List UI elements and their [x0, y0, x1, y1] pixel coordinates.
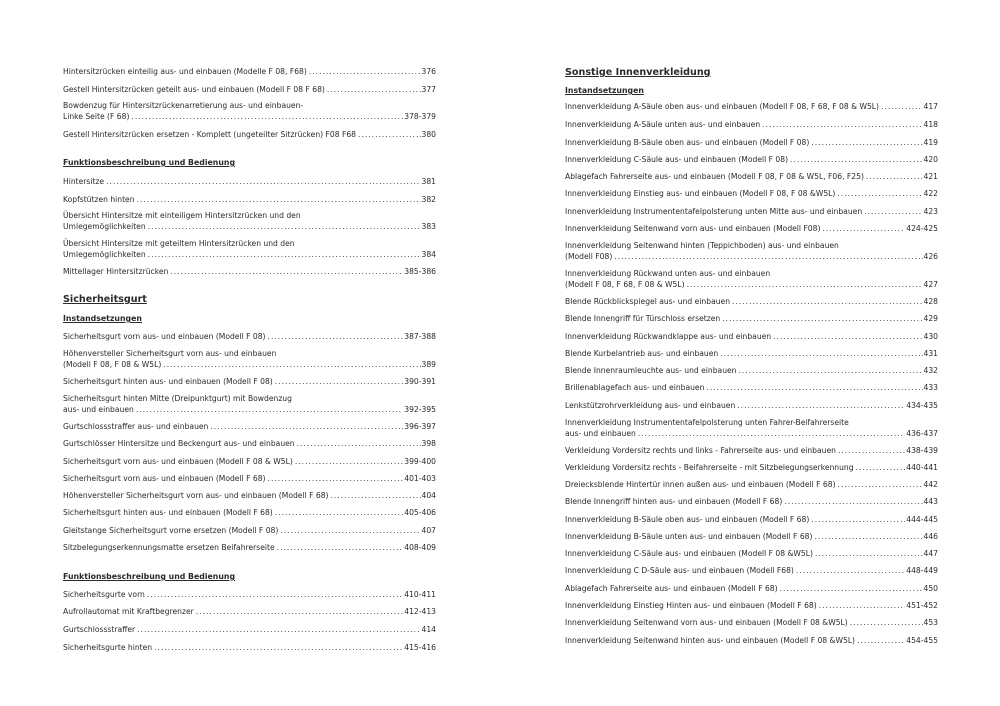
toc-entry-title: (Modell F 08, F 68, F 08 & W5L): [565, 280, 685, 289]
toc-entry-title: Gurtschlossstraffer aus- und einbauen: [63, 422, 209, 431]
toc-page-number: 408-409: [404, 543, 436, 552]
toc-leader-dots: [295, 456, 403, 467]
subsection-heading: Funktionsbeschreibung und Bedienung: [63, 572, 236, 581]
toc-entry[interactable]: [565, 154, 938, 165]
toc-page-number: 450: [923, 584, 938, 593]
toc-entry-title: Aufrollautomat mit Kraftbegrenzer: [63, 607, 194, 616]
section-heading: Sonstige Innenverkleidung: [565, 67, 711, 78]
toc-entry-title: Sicherheitsgurt hinten aus- und einbauen (Modell F 68): [63, 508, 273, 517]
toc-entry-title: Ablagefach Fahrerseite aus- und einbauen (Modell F 08, F 08 & W5L, F06, F25): [565, 172, 864, 181]
toc-leader-dots: [706, 382, 922, 393]
toc-entry-title: Innenverkleidung Einstieg aus- und einbauen (Modell F 08, F 08 &W5L): [565, 189, 836, 198]
toc-entry[interactable]: [565, 496, 938, 507]
toc-entry[interactable]: [63, 266, 436, 277]
toc-entry-title: Blende Rückblickspiegel aus- und einbauen: [565, 297, 731, 306]
toc-entry-title: (Modell F08): [565, 252, 613, 261]
toc-page-number: 381: [421, 177, 436, 186]
toc-entry[interactable]: [565, 400, 938, 411]
toc-page-number: 385-386: [404, 267, 436, 276]
toc-page-number: 453: [923, 618, 938, 627]
toc-entry-title: Lenkstützrohrverkleidung aus- und einbauen: [565, 401, 736, 410]
toc-entry-title: Innenverkleidung Einstieg Hinten aus- und einbauen (Modell F 68): [565, 601, 817, 610]
toc-leader-dots: [275, 376, 403, 387]
toc-entry-title: Innenverkleidung Seitenwand vorn aus- und einbauen (Modell F08): [565, 224, 821, 233]
toc-page-number: 430: [923, 332, 938, 341]
toc-entry-title: Innenverkleidung C-Säule aus- und einbauen (Modell F 08): [565, 155, 789, 164]
toc-page-number: 415-416: [404, 643, 436, 652]
toc-page-number: 405-406: [404, 508, 436, 517]
toc-page-number: 432: [923, 366, 938, 375]
toc-entry-title: Innenverkleidung B-Säule unten aus- und einbauen (Modell F 68): [565, 532, 813, 541]
toc-entry-title: Ablagefach Fahrerseite aus- und einbauen (Modell F 68): [565, 584, 778, 593]
toc-leader-dots: [358, 129, 420, 140]
toc-leader-dots: [881, 101, 923, 112]
toc-leader-dots: [131, 111, 403, 122]
toc-entry[interactable]: [565, 600, 938, 611]
toc-entry[interactable]: [565, 171, 938, 182]
toc-entry-title-line: Innenverkleidung Rückwand unten aus- und einbauen: [565, 269, 771, 278]
toc-leader-dots: [811, 514, 905, 525]
toc-leader-dots: [773, 331, 922, 342]
toc-leader-dots: [275, 507, 403, 518]
toc-page-number: 446: [923, 532, 938, 541]
toc-entry-title: Sitzbelegungserkennungsmatte ersetzen Beifahrerseite: [63, 543, 275, 552]
toc-page-number: 378-379: [404, 112, 436, 121]
toc-entry[interactable]: [63, 238, 436, 260]
toc-page-number: 414: [421, 625, 436, 634]
toc-entry[interactable]: [63, 176, 436, 187]
toc-leader-dots: [136, 404, 403, 415]
toc-page-number: 443: [923, 497, 938, 506]
toc-entry[interactable]: [565, 188, 938, 199]
toc-page-number: 442: [923, 480, 938, 489]
toc-leader-dots: [850, 617, 923, 628]
toc-entry[interactable]: [565, 137, 938, 148]
toc-leader-dots: [819, 600, 906, 611]
toc-entry[interactable]: [63, 624, 436, 635]
toc-entry-title: Gurtschlossstraffer: [63, 625, 136, 634]
toc-entry-title: Sicherheitsgurt vorn aus- und einbauen (Modell F 08): [63, 332, 266, 341]
toc-leader-dots: [822, 223, 905, 234]
toc-page-number: 410-411: [404, 590, 436, 599]
toc-entry[interactable]: [63, 456, 436, 467]
toc-page-number: 418: [923, 120, 938, 129]
toc-leader-dots: [280, 525, 420, 536]
toc-entry[interactable]: [565, 479, 938, 490]
toc-leader-dots: [856, 462, 906, 473]
toc-leader-dots: [780, 583, 923, 594]
toc-entry[interactable]: [565, 583, 938, 594]
toc-leader-dots: [309, 66, 421, 77]
toc-entry[interactable]: [63, 525, 436, 536]
toc-entry-title: (Modell F 08, F 08 & W5L): [63, 360, 162, 369]
toc-entry-title: Sicherheitsgurte hinten: [63, 643, 153, 652]
subsection-heading: Instandsetzungen: [63, 314, 142, 323]
toc-entry-title: Höhenversteller Sicherheitsgurt vorn aus- und einbauen (Modell F 68): [63, 491, 329, 500]
toc-entry-title: Umlegemöglichkeiten: [63, 222, 146, 231]
toc-entry-title-line: Innenverkleidung Instrumententafelpolsterung unten Fahrer-Beifahrerseite: [565, 418, 849, 427]
toc-leader-dots: [814, 531, 922, 542]
toc-entry[interactable]: [565, 531, 938, 542]
toc-entry-title: Gestell Hintersitzrücken geteilt aus- und einbauen (Modell F 08 F 68): [63, 85, 325, 94]
toc-leader-dots: [638, 428, 905, 439]
toc-entry-title: Umlegemöglichkeiten: [63, 250, 146, 259]
toc-page-number: 417: [923, 102, 938, 111]
toc-entry[interactable]: [63, 589, 436, 600]
toc-entry-title-line: Bowdenzug für Hintersitzrückenarretierung aus- und einbauen-: [63, 101, 304, 110]
toc-entry-title: Sicherheitsgurt hinten aus- und einbauen (Modell F 08): [63, 377, 273, 386]
toc-entry[interactable]: [565, 119, 938, 130]
toc-entry-title: Gurtschlösser Hintersitze und Beckengurt aus- und einbauen: [63, 439, 295, 448]
toc-leader-dots: [137, 624, 420, 635]
toc-entry-title: Sicherheitsgurt vorn aus- und einbauen (Modell F 08 & W5L): [63, 457, 293, 466]
toc-entry-title: Hintersitzrücken einteilig aus- und einbauen (Modelle F 08, F68): [63, 67, 307, 76]
toc-entry[interactable]: [565, 365, 938, 376]
toc-entry[interactable]: [63, 473, 436, 484]
toc-entry-title: Linke Seite (F 68): [63, 112, 130, 121]
toc-entry[interactable]: [63, 210, 436, 232]
toc-page-number: 427: [923, 280, 938, 289]
subsection-heading: Funktionsbeschreibung und Bedienung: [63, 158, 236, 167]
toc-entry-title: Innenverkleidung B-Säule oben aus- und einbauen (Modell F 08): [565, 138, 810, 147]
toc-page-number: 448-449: [906, 566, 938, 575]
toc-page-number: 434-435: [906, 401, 938, 410]
toc-entry[interactable]: [63, 194, 436, 205]
toc-page-number: 451-452: [906, 601, 938, 610]
toc-page-number: 389: [421, 360, 436, 369]
toc-entry[interactable]: [565, 617, 938, 628]
toc-leader-dots: [327, 84, 421, 95]
toc-leader-dots: [837, 188, 922, 199]
toc-entry[interactable]: [565, 206, 938, 217]
toc-entry[interactable]: [565, 223, 938, 234]
toc-entry[interactable]: [63, 100, 436, 122]
toc-leader-dots: [268, 331, 404, 342]
toc-leader-dots: [838, 445, 905, 456]
toc-leader-dots: [762, 119, 922, 130]
toc-entry-title: Blende Innengriff für Türschloss ersetzen: [565, 314, 721, 323]
toc-entry[interactable]: [565, 101, 938, 112]
toc-entry[interactable]: [565, 296, 938, 307]
toc-entry-title: Blende Innenraumleuchte aus- und einbauen: [565, 366, 737, 375]
toc-page-number: 382: [421, 195, 436, 204]
toc-entry[interactable]: [565, 548, 938, 559]
toc-entry[interactable]: [565, 313, 938, 324]
toc-entry[interactable]: [63, 507, 436, 518]
toc-entry[interactable]: [63, 393, 436, 415]
toc-page-number: 376: [421, 67, 436, 76]
toc-entry[interactable]: [63, 606, 436, 617]
toc-entry[interactable]: [63, 490, 436, 501]
toc-page-number: 423: [923, 207, 938, 216]
toc-page-number: 398: [421, 439, 436, 448]
toc-entry[interactable]: [565, 348, 938, 359]
toc-entry-title: Innenverkleidung Instrumententafelpolsterung unten Mitte aus- und einbauen: [565, 207, 863, 216]
toc-leader-dots: [796, 565, 905, 576]
toc-leader-dots: [739, 365, 923, 376]
toc-entry-title: Hintersitze: [63, 177, 105, 186]
toc-entry-title: Verkleidung Vordersitz rechts und links - Fahrerseite aus- und einbauen: [565, 446, 836, 455]
toc-page-number: 422: [923, 189, 938, 198]
toc-entry-title: aus- und einbauen: [565, 429, 636, 438]
toc-leader-dots: [331, 490, 421, 501]
toc-entry-title-line: Sicherheitsgurt hinten Mitte (Dreipunktgurt) mit Bowdenzug: [63, 394, 292, 403]
toc-leader-dots: [784, 496, 922, 507]
toc-leader-dots: [864, 206, 922, 217]
toc-leader-dots: [732, 296, 922, 307]
toc-page-number: 444-445: [906, 515, 938, 524]
toc-entry[interactable]: [565, 565, 938, 576]
toc-page-number: 412-413: [404, 607, 436, 616]
toc-entry-title: Innenverkleidung B-Säule oben aus- und einbauen (Modell F 68): [565, 515, 810, 524]
toc-page-number: 440-441: [906, 463, 938, 472]
toc-leader-dots: [170, 266, 403, 277]
toc-leader-dots: [722, 313, 922, 324]
toc-entry-title: Blende Innengriff hinten aus- und einbauen (Modell F 68): [565, 497, 783, 506]
toc-leader-dots: [857, 635, 905, 646]
toc-entry[interactable]: [63, 642, 436, 653]
toc-page-number: 431: [923, 349, 938, 358]
toc-leader-dots: [297, 438, 421, 449]
toc-leader-dots: [720, 348, 922, 359]
toc-leader-dots: [210, 421, 403, 432]
toc-entry-title: Innenverkleidung C D-Säule aus- und einbauen (Modell F68): [565, 566, 794, 575]
toc-leader-dots: [148, 249, 421, 260]
toc-entry[interactable]: [63, 129, 436, 140]
toc-page-number: 454-455: [906, 636, 938, 645]
toc-entry-title: Innenverkleidung Seitenwand hinten aus- und einbauen (Modell F 08 &W5L): [565, 636, 856, 645]
toc-entry-title: Sicherheitsgurte vorn: [63, 590, 145, 599]
toc-entry-title: Blende Kurbelantrieb aus- und einbauen: [565, 349, 719, 358]
toc-entry[interactable]: [565, 417, 938, 439]
toc-entry-title: Innenverkleidung C-Säule aus- und einbauen (Modell F 08 &W5L): [565, 549, 813, 558]
toc-entry[interactable]: [565, 514, 938, 525]
toc-entry-title: Dreiecksblende Hintertür innen außen aus- und einbauen (Modell F 68): [565, 480, 836, 489]
toc-leader-dots: [196, 606, 404, 617]
toc-leader-dots: [106, 176, 420, 187]
toc-leader-dots: [687, 279, 923, 290]
toc-page-number: 404: [421, 491, 436, 500]
toc-entry[interactable]: [63, 348, 436, 370]
toc-entry-title: Innenverkleidung A-Säule oben aus- und einbauen (Modell F 08, F 68, F 08 & W5L): [565, 102, 879, 111]
toc-entry[interactable]: [565, 268, 938, 290]
toc-page-number: 433: [923, 383, 938, 392]
toc-page-number: 438-439: [906, 446, 938, 455]
toc-entry[interactable]: [63, 376, 436, 387]
toc-leader-dots: [163, 359, 420, 370]
toc-page-number: 392-395: [404, 405, 436, 414]
toc-leader-dots: [154, 642, 403, 653]
toc-entry-title: Sicherheitsgurt vorn aus- und einbauen (Modell F 68): [63, 474, 266, 483]
toc-entry[interactable]: [565, 445, 938, 456]
toc-leader-dots: [268, 473, 404, 484]
toc-leader-dots: [790, 154, 922, 165]
toc-entry[interactable]: [63, 84, 436, 95]
toc-entry[interactable]: [565, 462, 938, 473]
section-heading: Sicherheitsgurt: [63, 294, 147, 305]
toc-entry-title-line: Höhenversteller Sicherheitsgurt vorn aus- und einbauen: [63, 349, 277, 358]
toc-leader-dots: [277, 542, 404, 553]
toc-entry[interactable]: [565, 240, 938, 262]
subsection-heading: Instandsetzungen: [565, 86, 644, 95]
toc-leader-dots: [137, 194, 421, 205]
toc-leader-dots: [838, 479, 923, 490]
toc-page-number: 428: [923, 297, 938, 306]
toc-entry[interactable]: [63, 66, 436, 77]
toc-entry[interactable]: [63, 331, 436, 342]
toc-entry-title: Kopfstützen hinten: [63, 195, 135, 204]
toc-entry-title: Mittellager Hintersitzrücken: [63, 267, 169, 276]
toc-page-number: 407: [421, 526, 436, 535]
toc-entry[interactable]: [63, 421, 436, 432]
toc-entry[interactable]: [565, 331, 938, 342]
toc-leader-dots: [147, 589, 403, 600]
toc-page-number: 424-425: [906, 224, 938, 233]
toc-page-number: 419: [923, 138, 938, 147]
toc-entry-title: Gestell Hintersitzrücken ersetzen - Komplett (ungeteilter Sitzrücken) F08 F68: [63, 130, 357, 139]
toc-leader-dots: [815, 548, 923, 559]
toc-entry-title-line: Übersicht Hintersitze mit geteiltem Hintersitzrücken und den: [63, 239, 295, 248]
toc-page-number: 436-437: [906, 429, 938, 438]
toc-entry[interactable]: [565, 382, 938, 393]
toc-leader-dots: [148, 221, 421, 232]
toc-entry-title: Innenverkleidung Seitenwand vorn aus- und einbauen (Modell F 08 &W5L): [565, 618, 848, 627]
toc-page-number: 401-403: [404, 474, 436, 483]
toc-page-number: 387-388: [404, 332, 436, 341]
toc-page-number: 426: [923, 252, 938, 261]
toc-page-number: 420: [923, 155, 938, 164]
toc-page-number: 390-391: [404, 377, 436, 386]
toc-page-number: 399-400: [404, 457, 436, 466]
toc-entry-title: Innenverkleidung A-Säule unten aus- und einbauen: [565, 120, 761, 129]
toc-leader-dots: [866, 171, 923, 182]
toc-entry-title: Innenverkleidung Rückwandklappe aus- und einbauen: [565, 332, 772, 341]
toc-entry-title: Brillenablagefach aus- und einbauen: [565, 383, 705, 392]
toc-leader-dots: [811, 137, 922, 148]
toc-page-number: 421: [923, 172, 938, 181]
toc-page-number: 384: [421, 250, 436, 259]
toc-page-number: 396-397: [404, 422, 436, 431]
toc-entry-title-line: Übersicht Hintersitze mit einteiligem Hintersitzrücken und den: [63, 211, 301, 220]
toc-entry[interactable]: [565, 635, 938, 646]
toc-page-number: 447: [923, 549, 938, 558]
toc-entry[interactable]: [63, 438, 436, 449]
toc-entry-title-line: Innenverkleidung Seitenwand hinten (Teppichboden) aus- und einbauen: [565, 241, 839, 250]
toc-page-number: 377: [421, 85, 436, 94]
toc-entry-title: Gleitstange Sicherheitsgurt vorne ersetzen (Modell F 08): [63, 526, 279, 535]
toc-leader-dots: [737, 400, 905, 411]
toc-entry[interactable]: [63, 542, 436, 553]
toc-page-number: 380: [421, 130, 436, 139]
toc-entry-title: aus- und einbauen: [63, 405, 134, 414]
toc-page-number: 383: [421, 222, 436, 231]
toc-entry-title: Verkleidung Vordersitz rechts - Beifahrerseite - mit Sitzbelegungserkennung: [565, 463, 854, 472]
toc-page-number: 429: [923, 314, 938, 323]
toc-leader-dots: [614, 251, 922, 262]
